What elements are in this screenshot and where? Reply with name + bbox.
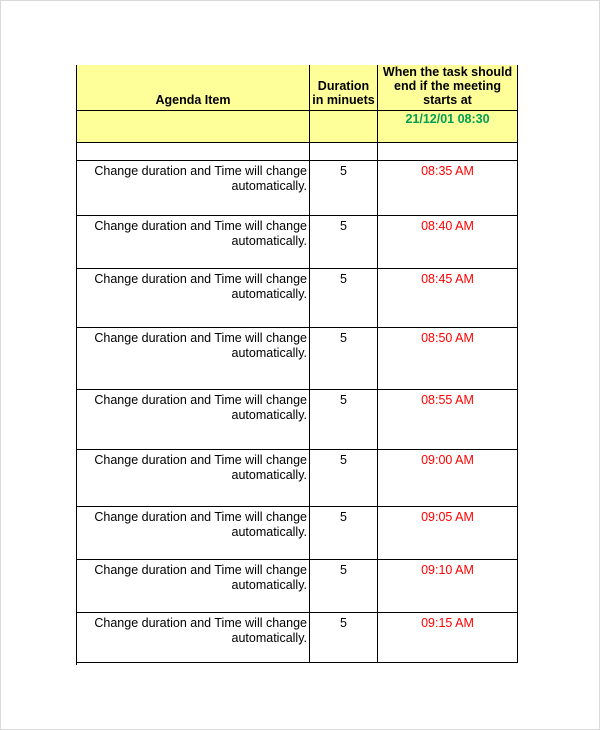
agenda-item-text[interactable]	[78, 453, 307, 482]
agenda-item-text[interactable]	[78, 331, 307, 360]
duration-value[interactable]: 5	[340, 616, 347, 630]
end-time-value: 09:15 AM	[421, 616, 474, 630]
header-end-time	[378, 65, 517, 107]
duration-value[interactable]: 5	[340, 331, 347, 345]
agenda-item-text[interactable]	[78, 563, 307, 592]
header-duration-line1: Duration	[317, 79, 370, 93]
end-time-value: 09:00 AM	[421, 453, 474, 467]
end-time-value: 08:35 AM	[421, 164, 474, 178]
header-agenda-item: Agenda Item	[155, 93, 231, 107]
agenda-item-text[interactable]	[78, 219, 307, 248]
grid-line-header-bottom	[76, 142, 518, 143]
end-time-value: 08:40 AM	[421, 219, 474, 233]
end-time-value: 08:55 AM	[421, 393, 474, 407]
grid-line-row4	[76, 389, 518, 390]
agenda-item-line2: automatically.	[231, 467, 307, 482]
agenda-item-text[interactable]	[78, 616, 307, 645]
agenda-item-line2: automatically.	[231, 178, 307, 193]
grid-line-row3	[76, 327, 518, 328]
agenda-item-line1: Change duration and Time will change	[94, 453, 307, 467]
duration-value[interactable]: 5	[340, 164, 347, 178]
grid-line-row9	[76, 662, 518, 663]
agenda-item-text[interactable]	[78, 164, 307, 193]
duration-value[interactable]: 5	[340, 272, 347, 286]
meeting-start-datetime[interactable]: 21/12/01 08:30	[405, 112, 490, 126]
duration-value[interactable]: 5	[340, 393, 347, 407]
duration-value[interactable]: 5	[340, 219, 347, 233]
agenda-item-text[interactable]	[78, 510, 307, 539]
agenda-item-line2: automatically.	[231, 407, 307, 422]
agenda-item-line2: automatically.	[231, 345, 307, 360]
end-time-value: 08:45 AM	[421, 272, 474, 286]
header-end-line2: end if the meeting	[394, 79, 501, 93]
grid-line-row8	[76, 612, 518, 613]
grid-line-right	[517, 65, 518, 663]
agenda-item-line2: automatically.	[231, 630, 307, 645]
duration-value[interactable]: 5	[340, 453, 347, 467]
end-time-value: 09:05 AM	[421, 510, 474, 524]
agenda-item-line2: automatically.	[231, 286, 307, 301]
agenda-item-line1: Change duration and Time will change	[94, 164, 307, 178]
grid-line-row1	[76, 215, 518, 216]
agenda-item-text[interactable]	[78, 272, 307, 301]
agenda-item-line1: Change duration and Time will change	[94, 563, 307, 577]
agenda-item-text[interactable]	[78, 393, 307, 422]
grid-line-row7	[76, 559, 518, 560]
header-duration-line2: in minuets	[312, 93, 375, 107]
agenda-item-line2: automatically.	[231, 524, 307, 539]
agenda-item-line1: Change duration and Time will change	[94, 219, 307, 233]
grid-line-header-top	[76, 110, 518, 111]
header-end-line3: starts at	[423, 93, 472, 107]
grid-line-row5	[76, 449, 518, 450]
duration-value[interactable]: 5	[340, 510, 347, 524]
agenda-item-line2: automatically.	[231, 577, 307, 592]
agenda-item-line1: Change duration and Time will change	[94, 272, 307, 286]
header-end-line1: When the task should	[382, 65, 513, 79]
header-duration	[310, 79, 377, 107]
grid-line-row2	[76, 268, 518, 269]
end-time-value: 08:50 AM	[421, 331, 474, 345]
end-time-value: 09:10 AM	[421, 563, 474, 577]
agenda-item-line1: Change duration and Time will change	[94, 393, 307, 407]
agenda-item-line1: Change duration and Time will change	[94, 616, 307, 630]
duration-value[interactable]: 5	[340, 563, 347, 577]
grid-line-left	[76, 65, 77, 665]
agenda-item-line1: Change duration and Time will change	[94, 331, 307, 345]
grid-line-blank-row	[76, 160, 518, 161]
grid-line-row6	[76, 506, 518, 507]
agenda-item-line2: automatically.	[231, 233, 307, 248]
agenda-item-line1: Change duration and Time will change	[94, 510, 307, 524]
